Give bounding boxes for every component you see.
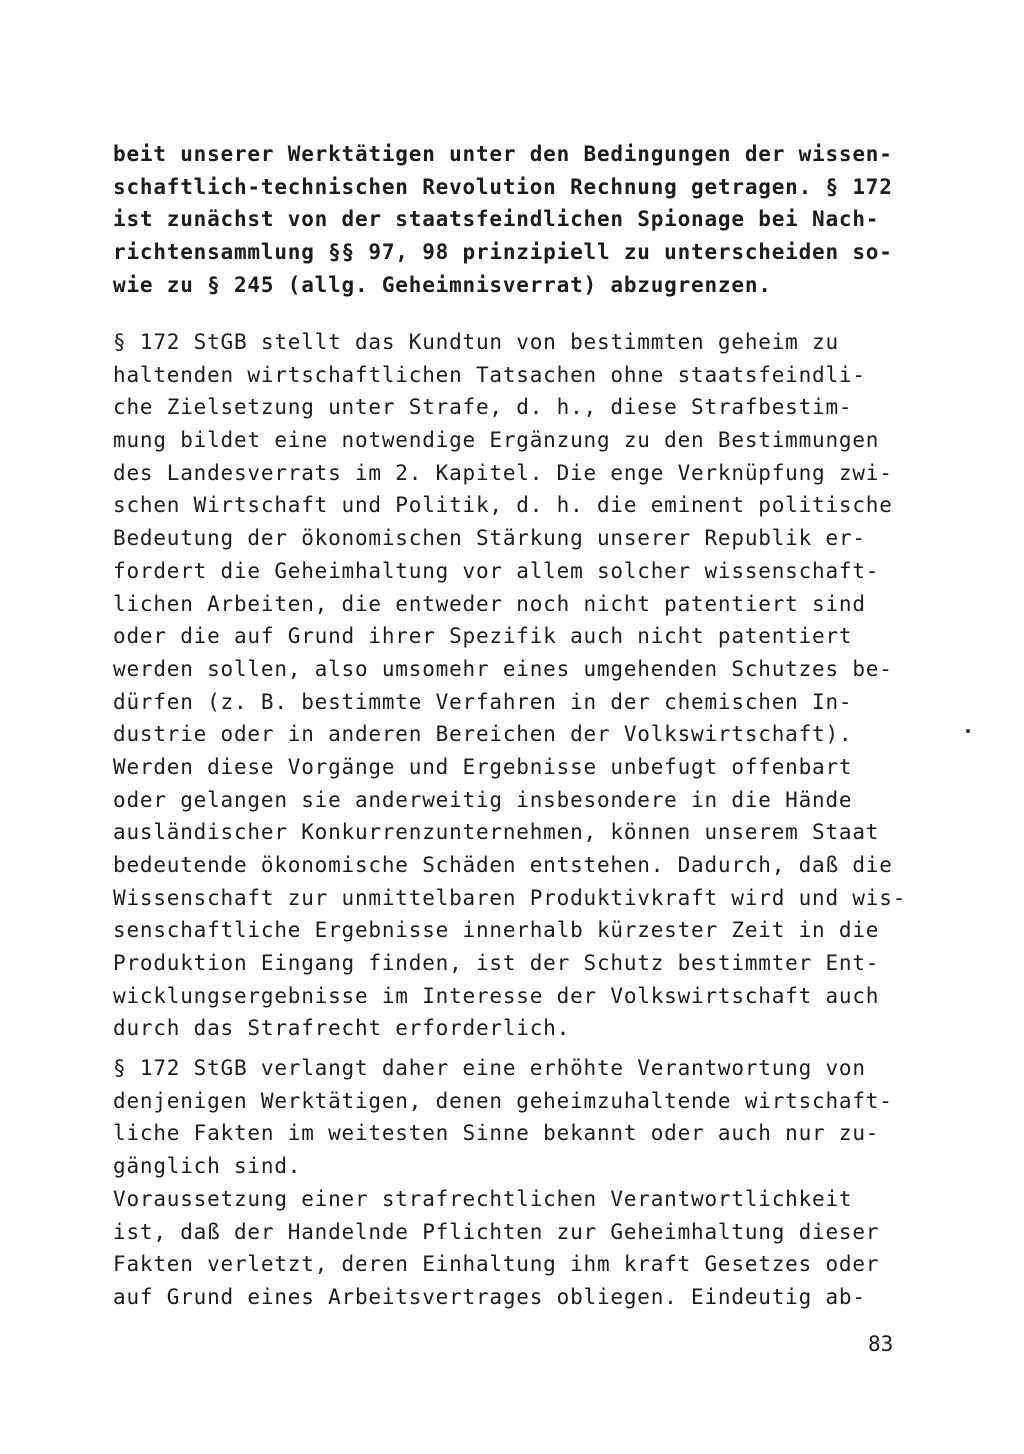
text-line: fordert die Geheimhaltung vor allem solcher wissenschaft- (113, 558, 880, 583)
text-line: beit unserer Werktätigen unter den Bedingungen der wissen- (113, 142, 893, 166)
text-line: ist zunächst von der staatsfeindlichen Spionage bei Nach- (113, 207, 880, 232)
text-line: § 172 StGB stellt das Kundtun von bestimmten geheim zu (113, 330, 839, 354)
text-line: che Zielsetzung unter Strafe, d. h., diese Strafbestim- (113, 395, 853, 420)
text-line: denjenigen Werktätigen, denen geheimzuhaltende wirtschaft- (113, 1088, 893, 1113)
paragraph-3 (113, 1052, 893, 1183)
text-line: Wissenschaft zur unmittelbaren Produktivkraft wird und wis- (113, 885, 907, 910)
text-line: dürfen (z. B. bestimmte Verfahren in der chemischen In- (113, 689, 853, 714)
text-line: Bedeutung der ökonomischen Stärkung unserer Republik er- (113, 526, 866, 551)
text-line: Werden diese Vorgänge und Ergebnisse unbefugt offenbart (113, 754, 853, 779)
text-line: lichen Arbeiten, die entweder noch nicht patentiert sind (113, 591, 866, 616)
text-line: durch das Strafrecht erforderlich. (113, 1016, 571, 1041)
text-line: schen Wirtschaft und Politik, d. h. die eminent politische (113, 493, 893, 518)
text-line: oder die auf Grund ihrer Spezifik auch nicht patentiert (113, 624, 853, 649)
text-line: auf Grund eines Arbeitsvertrages obliegen. Eindeutig ab- (113, 1285, 866, 1310)
text-line: des Landesverrats im 2. Kapitel. Die enge Verknüpfung zwi- (113, 460, 893, 485)
text-line: Voraussetzung einer strafrechtlichen Verantwortlichkeit (113, 1187, 853, 1211)
text-line: dustrie oder in anderen Bereichen der Volkswirtschaft). (113, 722, 853, 747)
text-line: schaftlich-technischen Revolution Rechnung getragen. § 172 (113, 174, 893, 199)
text-line: bedeutende ökonomische Schäden entstehen. Dadurch, daß die (113, 853, 893, 877)
text-line: senschaftliche Ergebnisse innerhalb kürzester Zeit in die (113, 918, 880, 943)
text-line: Fakten verletzt, deren Einhaltung ihm kraft Gesetzes oder (113, 1252, 880, 1277)
text-line: werden sollen, also umsomehr eines umgehenden Schutzes be- (113, 656, 893, 681)
text-line: wicklungsergebnisse im Interesse der Volkswirtschaft auch (113, 983, 880, 1008)
text-line: § 172 StGB verlangt daher eine erhöhte Verantwortung von (113, 1056, 866, 1080)
text-line: mung bildet eine notwendige Ergänzung zu den Bestimmungen (113, 428, 880, 453)
text-line: richtensammlung §§ 97, 98 prinzipiell zu unterscheiden so- (113, 240, 893, 265)
paragraph-2 (113, 326, 906, 1045)
text-line: haltenden wirtschaftlichen Tatsachen ohne staatsfeindli- (113, 362, 866, 387)
page-number: 83 (868, 1332, 894, 1356)
text-line: gänglich sind. (113, 1154, 302, 1179)
text-line: wie zu § 245 (allg. Geheimnisverrat) abzugrenzen. (113, 272, 772, 297)
text-line: oder gelangen sie anderweitig insbesondere in die Hände (113, 787, 853, 812)
text-line: ausländischer Konkurrenzunternehmen, können unserem Staat (113, 820, 880, 845)
paragraph-1 (113, 138, 893, 301)
paragraph-4 (113, 1183, 879, 1314)
scan-speck (966, 729, 970, 733)
text-line: ist, daß der Handelnde Pflichten zur Geheimhaltung dieser (113, 1219, 880, 1244)
text-line: Produktion Eingang finden, ist der Schutz bestimmter Ent- (113, 951, 880, 976)
text-line: liche Fakten im weitesten Sinne bekannt oder auch nur zu- (113, 1121, 880, 1146)
